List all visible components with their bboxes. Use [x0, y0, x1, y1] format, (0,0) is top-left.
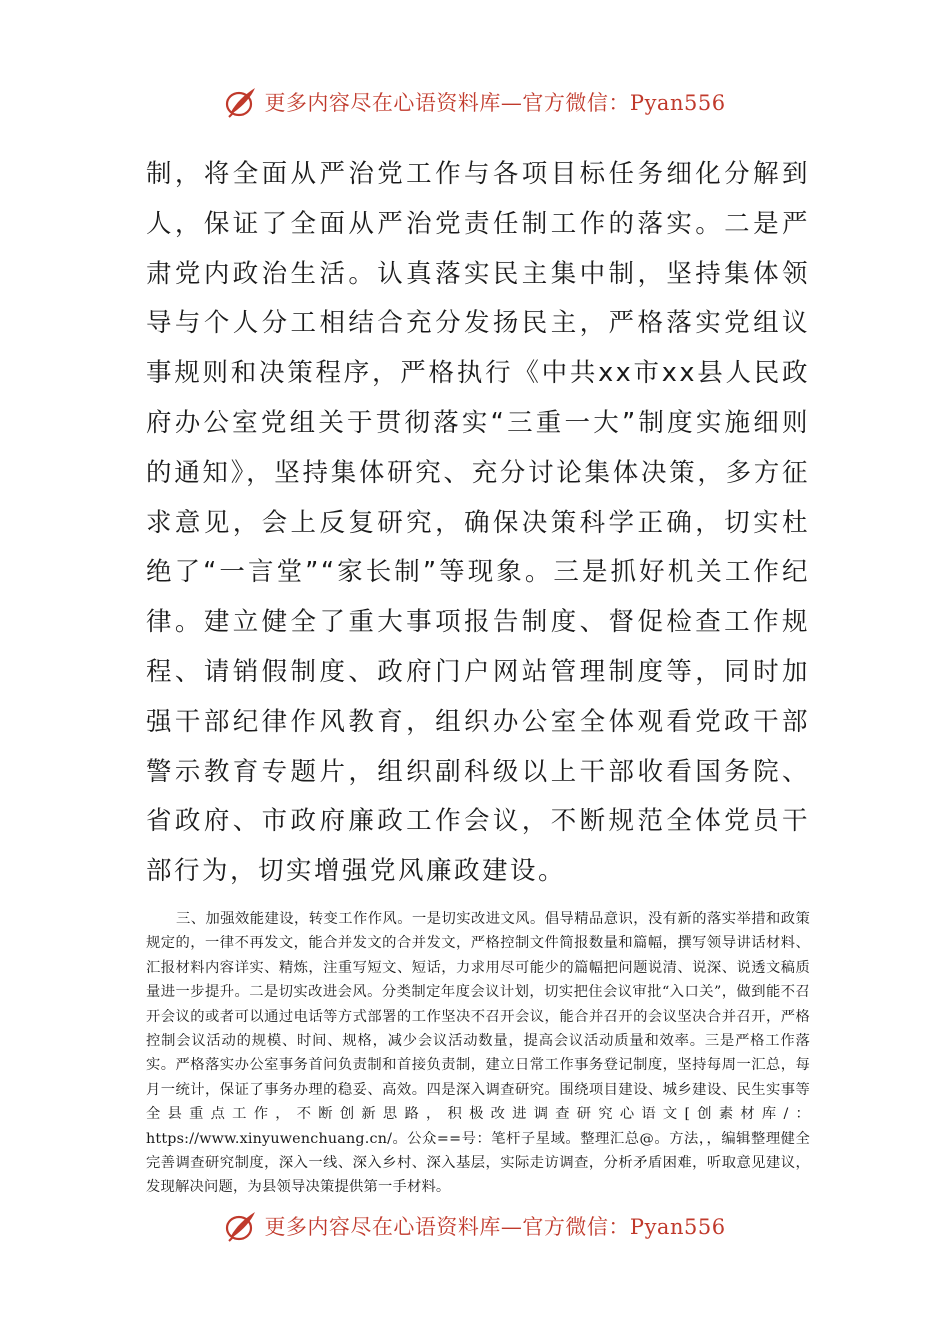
quill-pen-logo-icon — [224, 1209, 258, 1243]
paragraph-large: 制，将全面从严治党工作与各项目标任务细化分解到人，保证了全面从严治党责任制工作的落实。二是严肃党内政治生活。认真落实民主集中制，坚持集体领导与个人分工相结合充分发扬民主，严格落实党组议事规则和决策程序，严格执行《中共xx市xx县人民政府办公室党组关于贯彻落实“三重一大”制度实施细则的通知》，坚持集体研究、充分讨论集体决策，多方征求意见，会上反复研究，确保决策科学正确，切实杜绝了“一言堂”“家长制”等现象。三是抓好机关工作纪律。建立健全了重大事项报告制度、督促检查工作规程、请销假制度、政府门户网站管理制度等，同时加强干部纪律作风教育，组织办公室全体观看党政干部警示教育专题片，组织副科级以上干部收看国务院、省政府、市政府廉政工作会议，不断规范全体党员干部行为，切实增强党风廉政建设。 — [146, 159, 810, 887]
header-banner-text: 更多内容尽在心语资料库—官方微信：Pyan556 — [264, 91, 726, 115]
paragraph-small: 三、加强效能建设，转变工作作风。一是切实改进文风。倡导精品意识，没有新的落实举措和政策规定的，一律不再发文，能合并发文的合并发文，严格控制文件简报数量和篇幅，撰写领导讲话材料、汇报材料内容详实、精炼，注重写短文、短话，力求用尽可能少的篇幅把问题说清、说深、说透文稿质量进一步提升。二是切实改进会风。分类制定年度会议计划，切实把住会议审批“入口关”，做到能不召开会议的或者可以通过电话等方式部署的工作坚决不召开会议，能合并召开的会议坚决合并召开，严格控制会议活动的规模、时间、规格，减少会议活动数量，提高会议活动质量和效率。三是严格工作落实。严格落实办公室事务首问负责制和首接负责制，建立日常工作事务登记制度，坚持每周一汇总，每月一统计，保证了事务办理的稳妥、高效。四是深入调查研究。围绕项目建设、城乡建设、民生实事等全县重点工作，不断创新思路，积极改进调查研究心语文[创素材库/：https://www.xinyuwenchuang.cn/。公众==号：笔杆子星域。整理汇总@。方法，，编辑整理健全完善调查研究制度，深入一线、深入乡村、深入基层，实际走访调查，分析矛盾困难，听取意见建议，发现解决问题，为县领导决策提供第一手材料。 — [146, 910, 810, 1196]
quill-pen-logo-icon — [224, 85, 258, 119]
footer-banner-text: 更多内容尽在心语资料库—官方微信：Pyan556 — [264, 1215, 726, 1239]
header-banner — [0, 82, 950, 122]
footer-banner — [0, 1206, 950, 1246]
document-body — [146, 150, 810, 1200]
